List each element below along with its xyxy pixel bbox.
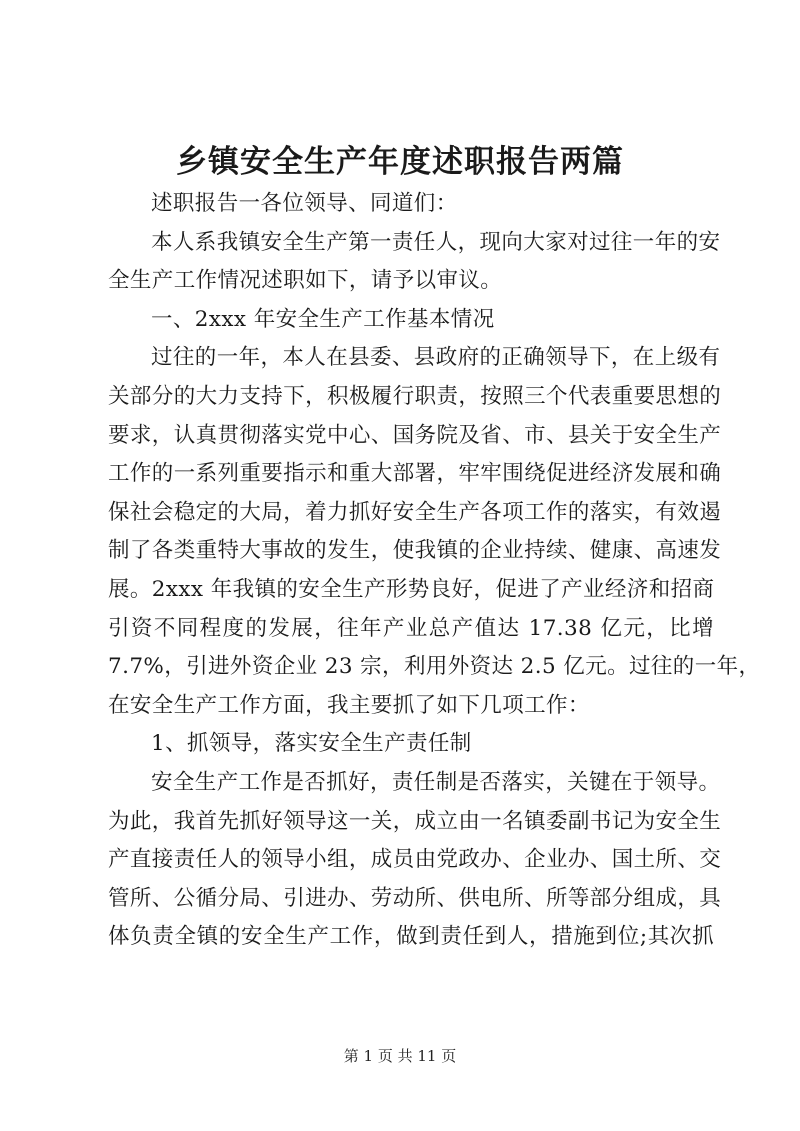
- section-heading: 一、2xxx 年安全生产工作基本情况: [151, 306, 495, 332]
- paragraph-line: 展。2xxx 年我镇的安全生产形势良好，促进了产业经济和招商: [108, 576, 715, 602]
- paragraph-line: 制了各类重特大事故的发生，使我镇的企业持续、健康、高速发: [108, 538, 722, 564]
- salutation-line: 述职报告一各位领导、同道们：: [151, 191, 458, 216]
- document-body: [108, 185, 761, 957]
- paragraph-line: 安全生产工作是否抓好，责任制是否落实，关键在于领导。: [151, 769, 721, 795]
- paragraph-line: 管所、公循分局、引进办、劳动所、供电所、所等部分组成，具: [108, 885, 722, 911]
- paragraph-line: 本人系我镇安全生产第一责任人，现向大家对过往一年的安: [151, 229, 721, 255]
- paragraph-line: 工作的一系列重要指示和重大部署，牢牢围绕促进经济发展和确: [108, 461, 722, 487]
- page-indicator: 第 1 页 共 11 页: [343, 1047, 457, 1065]
- paragraph-line: 过往的一年，本人在县委、县政府的正确领导下，在上级有: [151, 345, 721, 371]
- paragraph-line: 要求，认真贯彻落实党中心、国务院及省、市、县关于安全生产: [108, 422, 722, 448]
- paragraph-line: 7.7%，引进外资企业 23 宗，利用外资达 2.5 亿元。过往的一年，: [108, 654, 761, 680]
- paragraph-line: 在安全生产工作方面，我主要抓了如下几项工作：: [108, 692, 590, 718]
- paragraph-line: 关部分的大力支持下，积极履行职责，按照三个代表重要思想的: [108, 383, 722, 409]
- paragraph-line: 引资不同程度的发展，往年产业总产值达 17.38 亿元，比增: [108, 615, 714, 641]
- paragraph-line: 全生产工作情况述职如下，请予以审议。: [108, 268, 503, 294]
- document-title: 乡镇安全生产年度述职报告两篇: [176, 144, 624, 180]
- section-heading: 1、抓领导，落实安全生产责任制: [151, 731, 472, 757]
- paragraph-line: 为此，我首先抓好领导这一关，成立由一名镇委副书记为安全生: [108, 808, 722, 834]
- paragraph-line: 产直接责任人的领导小组，成员由党政办、企业办、国土所、交: [108, 847, 722, 873]
- paragraph-line: 保社会稳定的大局，着力抓好安全生产各项工作的落实，有效遏: [108, 499, 722, 525]
- paragraph-line: 体负责全镇的安全生产工作，做到责任到人，措施到位;其次抓: [108, 924, 714, 950]
